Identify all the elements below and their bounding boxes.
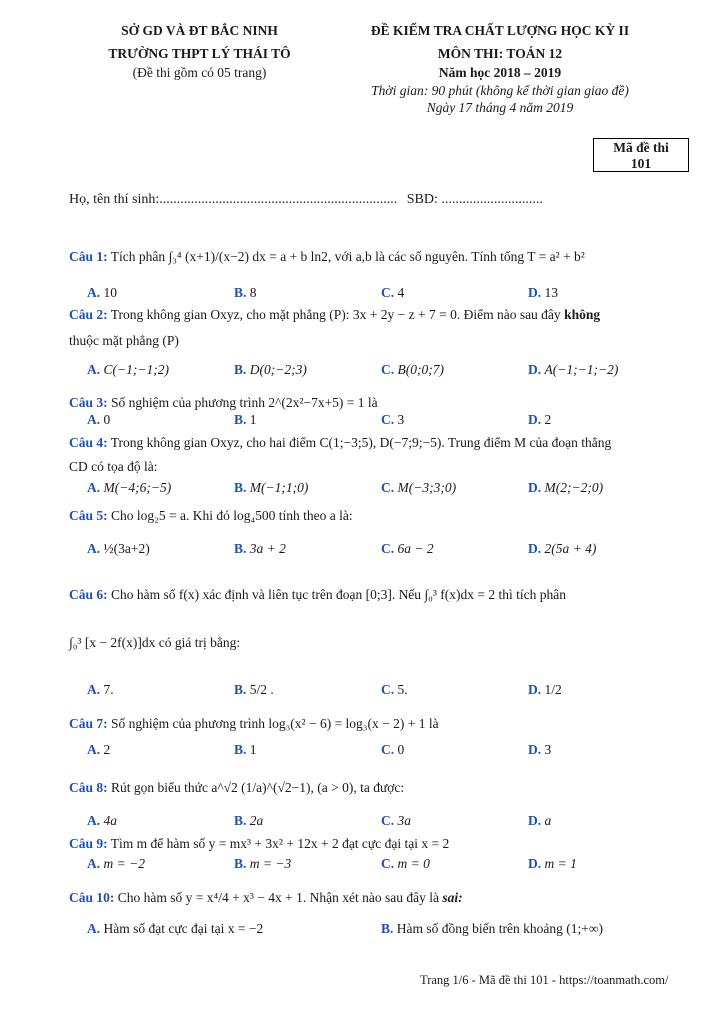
subject: MÔN THI: TOÁN 12	[437, 46, 563, 61]
duration: Thời gian: 90 phút (không kể thời gian giao đề)	[371, 83, 629, 98]
question-2	[69, 306, 691, 324]
q1-option-c[interactable]: C. 4	[381, 285, 405, 300]
q7-option-b[interactable]: B. 1	[234, 742, 257, 757]
q4-option-b[interactable]: B. M(−1;1;0)	[234, 480, 309, 495]
exam-title: ĐỀ KIỂM TRA CHẤT LƯỢNG HỌC KỲ II	[370, 23, 630, 38]
q8-option-c[interactable]: C. 3a	[381, 813, 411, 828]
q6-option-b[interactable]: B. 5/2 .	[234, 682, 274, 697]
q10-option-b[interactable]: B. Hàm số đồng biến trên khoảng (1;+∞)	[381, 921, 603, 936]
question-4	[69, 434, 691, 452]
q10-option-a[interactable]: A. Hàm số đạt cực đại tại x = −2	[87, 921, 264, 936]
question-6-label: Câu 6:	[69, 587, 108, 602]
q4-option-d[interactable]: D. M(2;−2;0)	[528, 480, 604, 495]
question-7-text: Số nghiệm của phương trình log₃(x² − 6) = log₃(x − 2) + 1 là	[111, 716, 439, 731]
question-5	[69, 507, 691, 525]
exam-code-box	[593, 138, 689, 172]
student-id-label: SBD: .............................	[406, 192, 543, 207]
page-footer: Trang 1/6 - Mã đề thi 101 - https://toanmath.com/	[420, 973, 669, 987]
question-8-text: Rút gọn biểu thức a^√2 (1/a)^(√2−1), (a > 0), ta được:	[111, 780, 405, 795]
q7-option-c[interactable]: C. 0	[381, 742, 405, 757]
student-name-label: Họ, tên thí sinh:....................................................................	[69, 192, 398, 207]
question-1	[69, 248, 691, 266]
q9-option-b[interactable]: B. m = −3	[234, 856, 292, 871]
question-9-label: Câu 9:	[69, 836, 108, 851]
exam-code-value: 101	[630, 156, 652, 171]
question-6-cont: ∫₀³ [x − 2f(x)]dx có giá trị bằng:	[69, 635, 241, 650]
question-6	[69, 586, 691, 604]
q6-option-a[interactable]: A. 7.	[87, 682, 114, 697]
school-year: Năm học 2018 – 2019	[438, 65, 562, 80]
q1-option-d[interactable]: D. 13	[528, 285, 558, 300]
question-8	[69, 779, 691, 797]
question-10-label: Câu 10:	[69, 890, 115, 905]
q9-option-c[interactable]: C. m = 0	[381, 856, 430, 871]
question-4-text: Trong không gian Oxyz, cho hai điểm C(1;−3;5), D(−7;9;−5). Trung điểm M của đoạn thẳng	[110, 435, 612, 450]
question-9	[69, 835, 691, 853]
page-count-note: (Đề thi gồm có 05 trang)	[132, 65, 267, 80]
exam-code-label: Mã đề thi	[613, 140, 669, 155]
q2-option-b[interactable]: B. D(0;−2;3)	[234, 362, 307, 377]
q3-option-c[interactable]: C. 3	[381, 412, 405, 427]
q6-option-c[interactable]: C. 5.	[381, 682, 408, 697]
question-1-text: Tích phân ∫₃⁴ (x+1)/(x−2) dx = a + b ln2, với a,b là các số nguyên. Tính tổng T = a² + b²	[110, 249, 585, 264]
q5-option-b[interactable]: B. 3a + 2	[234, 541, 286, 556]
q3-option-a[interactable]: A. 0	[87, 412, 111, 427]
q5-option-d[interactable]: D. 2(5a + 4)	[528, 541, 597, 556]
question-2-label: Câu 2:	[69, 307, 108, 322]
q5-option-a[interactable]: A. ½(3a+2)	[87, 541, 150, 556]
question-7	[69, 715, 691, 733]
question-10-emphasis: sai:	[442, 890, 463, 905]
question-1-label: Câu 1:	[69, 249, 108, 264]
q5-option-c[interactable]: C. 6a − 2	[381, 541, 434, 556]
question-2-text: Trong không gian Oxyz, cho mặt phẳng (P): 3x + 2y − z + 7 = 0. Điểm nào sau đây	[110, 307, 561, 322]
question-6-text: Cho hàm số f(x) xác định và liên tục trên đoạn [0;3]. Nếu ∫₀³ f(x)dx = 2 thì tích phân	[111, 587, 566, 602]
question-7-label: Câu 7:	[69, 716, 108, 731]
school-name: TRƯỜNG THPT LÝ THÁI TÔ	[108, 46, 291, 61]
question-3	[69, 394, 691, 412]
q2-option-a[interactable]: A. C(−1;−1;2)	[87, 362, 169, 377]
q2-option-c[interactable]: C. B(0;0;7)	[381, 362, 444, 377]
q9-option-d[interactable]: D. m = 1	[528, 856, 577, 871]
question-10-text: Cho hàm số y = x⁴/4 + x³ − 4x + 1. Nhận xét nào sau đây là	[117, 890, 439, 905]
question-10	[69, 889, 691, 907]
question-4-cont: CD có tọa độ là:	[69, 459, 158, 474]
q4-option-a[interactable]: A. M(−4;6;−5)	[87, 480, 172, 495]
question-4-label: Câu 4:	[69, 435, 108, 450]
q8-option-b[interactable]: B. 2a	[234, 813, 264, 828]
q2-option-d[interactable]: D. A(−1;−1;−2)	[528, 362, 619, 377]
question-3-text: Số nghiệm của phương trình 2^(2x²−7x+5) = 1 là	[111, 395, 378, 410]
q4-option-c[interactable]: C. M(−3;3;0)	[381, 480, 457, 495]
question-9-text: Tìm m để hàm số y = mx³ + 3x² + 12x + 2 đạt cực đại tại x = 2	[110, 836, 450, 851]
question-5-text: Cho log₂5 = a. Khi đó log₄500 tính theo a là:	[111, 508, 353, 523]
q3-option-b[interactable]: B. 1	[234, 412, 257, 427]
q1-option-a[interactable]: A. 10	[87, 285, 117, 300]
q7-option-a[interactable]: A. 2	[87, 742, 111, 757]
student-info-line	[69, 192, 543, 208]
q8-option-d[interactable]: D. a	[528, 813, 552, 828]
q7-option-d[interactable]: D. 3	[528, 742, 552, 757]
q9-option-a[interactable]: A. m = −2	[87, 856, 145, 871]
q1-option-b[interactable]: B. 8	[234, 285, 257, 300]
question-3-label: Câu 3:	[69, 395, 108, 410]
question-2-emphasis: không	[564, 307, 601, 322]
q8-option-a[interactable]: A. 4a	[87, 813, 117, 828]
question-8-label: Câu 8:	[69, 780, 108, 795]
question-5-label: Câu 5:	[69, 508, 108, 523]
q3-option-d[interactable]: D. 2	[528, 412, 552, 427]
department-name: SỞ GD VÀ ĐT BẮC NINH	[121, 23, 278, 38]
exam-date: Ngày 17 tháng 4 năm 2019	[426, 100, 574, 115]
question-2-cont: thuộc mặt phẳng (P)	[69, 333, 179, 348]
q6-option-d[interactable]: D. 1/2	[528, 682, 562, 697]
